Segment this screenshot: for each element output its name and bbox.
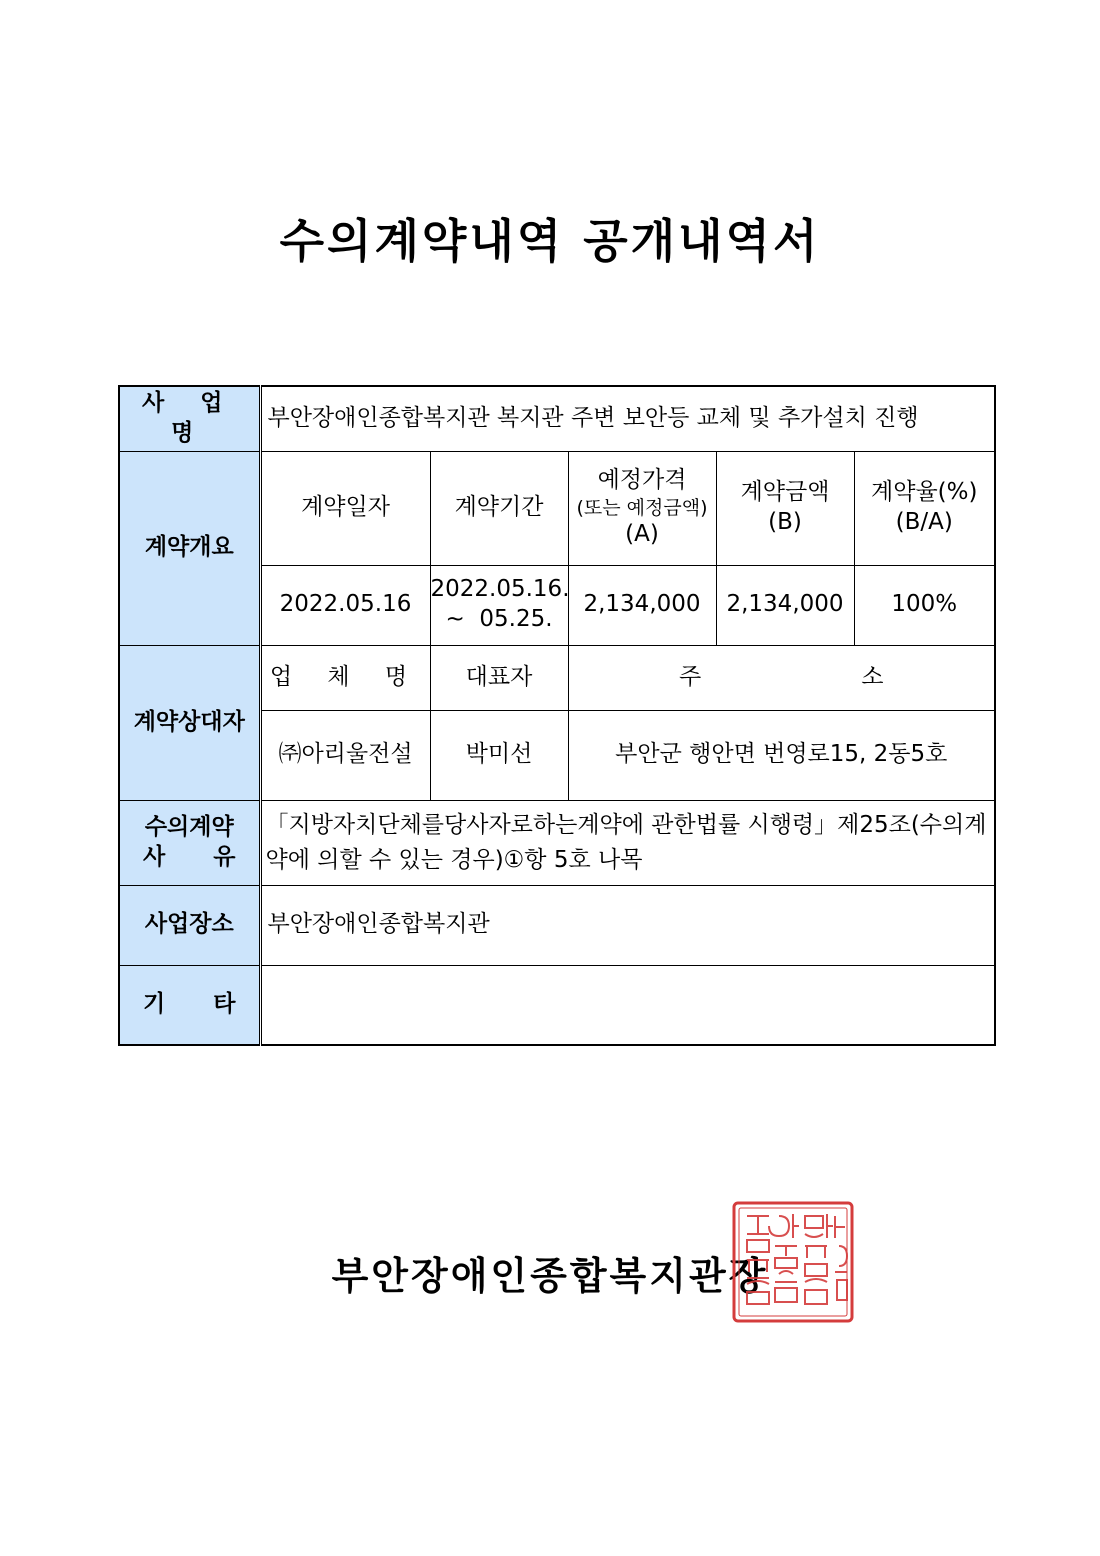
header-representative: 대표자 [430,645,568,710]
header-contract-rate [854,451,995,565]
value-contract-date: 2022.05.16 [260,565,430,645]
overview-label: 계약개요 [119,451,260,645]
project-row [119,386,995,451]
header-contract-period: 계약기간 [430,451,568,565]
project-value: 부안장애인종합복지관 복지관 주변 보안등 교체 및 추가설치 진행 [260,386,995,451]
etc-value [260,965,995,1045]
value-company: ㈜아리울전설 [260,710,430,800]
reason-label-line2: 사 유 [143,843,236,870]
rate-line1: 계약율(%) [871,479,978,506]
place-label: 사업장소 [119,885,260,965]
est-price-line1: 예정가격 [597,466,687,493]
counterparty-label: 계약상대자 [119,645,260,800]
header-company: 업 체 명 [260,645,430,710]
document-title: 수의계약내역 공개내역서 [279,214,821,268]
est-price-line2: (또는 예정금액) [576,496,708,519]
amount-line1: 계약금액 [740,479,830,506]
reason-label [119,800,260,885]
header-estimated-price [568,451,716,565]
value-estimated-price: 2,134,000 [568,565,716,645]
etc-row [119,965,995,1045]
place-row [119,885,995,965]
value-contract-period [430,565,568,645]
rate-line2: (B/A) [895,509,953,535]
value-address: 부안군 행안면 번영로15, 2동5호 [568,710,995,800]
contract-table [118,385,996,1046]
official-seal-stamp [731,1200,855,1324]
period-line1: 2022.05.16. [430,576,570,603]
address-head-a: 주 [679,663,702,690]
reason-row [119,800,995,885]
reason-value: 「지방자치단체를당사자로하는계약에 관한법률 시행령」제25조(수의계약에 의할 수 있는 경우)①항 5호 나목 [260,800,995,885]
value-contract-rate: 100% [854,565,995,645]
value-representative: 박미선 [430,710,568,800]
reason-label-line1: 수의계약 [144,813,234,840]
est-price-line3: (A) [625,521,659,548]
issuer-name: 부안장애인종합복지관장 [331,1254,769,1298]
etc-label: 기 타 [119,965,260,1045]
counterparty-header-row [119,645,995,710]
address-head-b: 소 [861,663,884,690]
header-contract-date: 계약일자 [260,451,430,565]
project-label: 사 업 명 [119,386,260,451]
header-address [568,645,995,710]
period-line2: ~ 05.25. [445,606,553,632]
header-contract-amount [716,451,854,565]
value-contract-amount: 2,134,000 [716,565,854,645]
overview-header-row [119,451,995,565]
place-value: 부안장애인종합복지관 [260,885,995,965]
amount-line2: (B) [768,509,802,535]
